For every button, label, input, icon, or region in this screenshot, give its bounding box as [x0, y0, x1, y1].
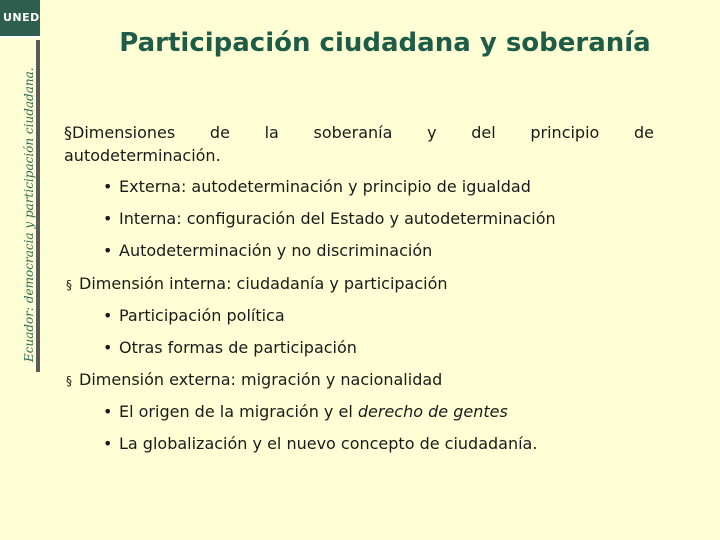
list-item-text: Autodeterminación y no discriminación [119, 241, 433, 260]
list-item-text: Otras formas de participación [119, 338, 357, 357]
intro-line-1 [64, 121, 654, 144]
intro-text-1: Dimensiones de la soberanía y del principio de [72, 123, 654, 142]
bullet-dot-icon: • [103, 306, 113, 325]
bullet-dot-icon: • [103, 434, 113, 453]
list-item [103, 338, 357, 358]
sidebar-caption: Ecuador: democracia y participación ciudadana. [22, 67, 36, 362]
logo-text: UNED [3, 11, 40, 24]
intro-line-2: autodeterminación. [64, 146, 221, 165]
bullet-dot-icon: • [103, 241, 113, 260]
list-item [103, 434, 537, 454]
section-label: Dimensión interna: ciudadanía y participación [79, 274, 448, 293]
list-item-text: El origen de la migración y el [119, 402, 353, 421]
uned-logo [0, 0, 40, 38]
list-item [103, 177, 531, 197]
bullet-dot-icon: • [103, 209, 113, 228]
bullet-dot-icon: • [103, 338, 113, 357]
italic-term: derecho de gentes [357, 402, 508, 421]
list-item-text: Externa: autodeterminación y principio de igualdad [119, 177, 531, 196]
section-label: Dimensión externa: migración y nacionalidad [79, 370, 443, 389]
bullet-dot-icon: • [103, 402, 113, 421]
section-heading [66, 370, 442, 391]
list-item-text: La globalización y el nuevo concepto de ciudadanía. [119, 434, 538, 453]
intro-bullet: § [64, 123, 72, 142]
list-item [103, 402, 508, 422]
list-item-text: Interna: configuración del Estado y autodeterminación [119, 209, 556, 228]
slide-title: Participación ciudadana y soberanía [119, 28, 651, 58]
list-item-text: Participación política [119, 306, 285, 325]
bullet-square-icon: § [66, 278, 72, 292]
bullet-dot-icon: • [103, 177, 113, 196]
section-heading [66, 274, 448, 295]
bullet-square-icon: § [66, 374, 72, 388]
list-item [103, 241, 432, 261]
list-item [103, 209, 556, 229]
list-item [103, 306, 285, 326]
